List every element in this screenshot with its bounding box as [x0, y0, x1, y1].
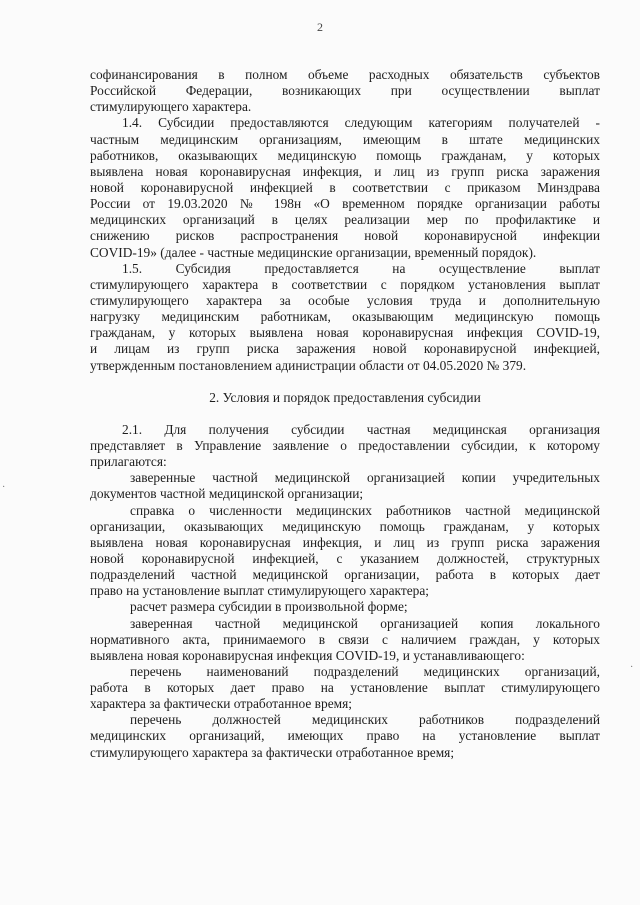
paragraph-line: стимулирующего характера за особые условия труда и дополнительную: [90, 292, 600, 308]
paragraph-line: медицинских организаций в целях реализации мер по профилактике и: [90, 212, 600, 228]
paragraph-line: перечень должностей медицинских работников подразделений: [130, 712, 600, 728]
paragraph: [90, 67, 600, 115]
paragraph-line: документов частной медицинской организации;: [90, 486, 364, 502]
paragraph-line: выявлена новая коронавирусная инфекция COVID-19, и устанавливающего:: [90, 647, 525, 663]
paragraph: [90, 470, 600, 502]
paragraph-line: утвержденным постановлением адинистрации области от 04.05.2020 № 379.: [90, 357, 527, 373]
document-body: [90, 67, 600, 761]
paragraph-line: прилагаются:: [90, 454, 167, 470]
left-margin-mark: ·: [2, 482, 6, 493]
paragraph-line: стимулирующего характера.: [90, 99, 252, 115]
paragraph: [90, 503, 600, 600]
paragraph-line: снижению рисков распространения новой коронавирусной инфекции: [90, 228, 600, 244]
paragraph: [90, 599, 600, 615]
paragraph-line: заверенная частной медицинской организацией копия локального: [130, 615, 600, 631]
paragraph: [90, 261, 600, 374]
paragraph-line: характера за фактически отработанное время;: [90, 696, 352, 712]
paragraph-line: справка о численности медицинских работников частной медицинской: [130, 502, 600, 518]
paragraph-line: софинансирования в полном объеме расходных обязательств субъектов: [90, 67, 600, 82]
paragraph-line: частным медицинским организациям, имеющим в штате медицинских: [90, 131, 600, 147]
section-heading: [90, 390, 600, 406]
paragraph-line: России от 19.03.2020 № 198н «О временном порядке организации работы: [90, 196, 600, 212]
page-number: 2: [317, 20, 323, 34]
paragraph-line: работников, оказывающих медицинскую помощь гражданам, у которых: [90, 147, 600, 163]
paragraph-line: новой коронавирусной инфекцией, с указанием должностей, структурных: [90, 550, 600, 566]
paragraph-line: 2.1. Для получения субсидии частная медицинская организация: [122, 421, 600, 437]
paragraph-line: и лицам из групп риска заражения новой коронавирусной инфекцией,: [90, 341, 600, 357]
paragraph-line: выявлена новая коронавирусная инфекция, и лиц из групп риска заражения: [90, 534, 600, 550]
heading-text: 2. Условия и порядок предоставления субсидии: [209, 389, 481, 405]
paragraph: [90, 664, 600, 712]
paragraph: [90, 115, 600, 260]
right-margin-mark: ·: [630, 662, 634, 673]
paragraph-line: 1.4. Субсидии предоставляются следующим категориям получателей -: [122, 115, 600, 131]
paragraph-line: подразделений частной медицинской организации, работа в которых дает: [90, 567, 600, 583]
paragraph-line: медицинских организаций, имеющих право на установление выплат: [90, 728, 600, 744]
paragraph-line: нагрузку медицинским работникам, оказывающим медицинскую помощь: [90, 309, 600, 325]
paragraph: [90, 616, 600, 664]
paragraph-line: нормативного акта, принимаемого в связи с наличием граждан, у которых: [90, 631, 600, 647]
paragraph-line: новой коронавирусной инфекцией в соответствии с приказом Минздрава: [90, 179, 600, 195]
paragraph-line: гражданам, у которых выявлена новая коронавирусная инфекция COVID-19,: [90, 325, 600, 341]
paragraph-line: заверенные частной медицинской организацией копии учредительных: [130, 470, 600, 486]
paragraph-line: организации, оказывающих медицинскую помощь гражданам, у которых: [90, 518, 600, 534]
paragraph-line: Российской Федерации, возникающих при осуществлении выплат: [90, 83, 600, 99]
paragraph-line: расчет размера субсидии в произвольной форме;: [130, 599, 408, 615]
paragraph: [90, 422, 600, 470]
paragraph-line: стимулирующего характера за фактически отработанное время;: [90, 744, 455, 760]
paragraph-line: выявлена новая коронавирусная инфекция, и лиц из групп риска заражения: [90, 163, 600, 179]
paragraph-line: стимулирующего характера в соответствии с порядком установления выплат: [90, 276, 600, 292]
paragraph: [90, 712, 600, 760]
paragraph-line: перечень наименований подразделений медицинских организаций,: [130, 663, 600, 679]
paragraph-line: COVID-19» (далее - частные медицинские организации, временный порядок).: [90, 244, 537, 260]
paragraph-line: представляет в Управление заявление о предоставлении субсидии, к которому: [90, 437, 600, 453]
paragraph-line: 1.5. Субсидия предоставляется на осуществление выплат: [122, 260, 600, 276]
paragraph-line: право на установление выплат стимулирующего характера;: [90, 583, 430, 599]
paragraph-line: работа в которых дает право на установление выплат стимулирующего: [90, 680, 600, 696]
